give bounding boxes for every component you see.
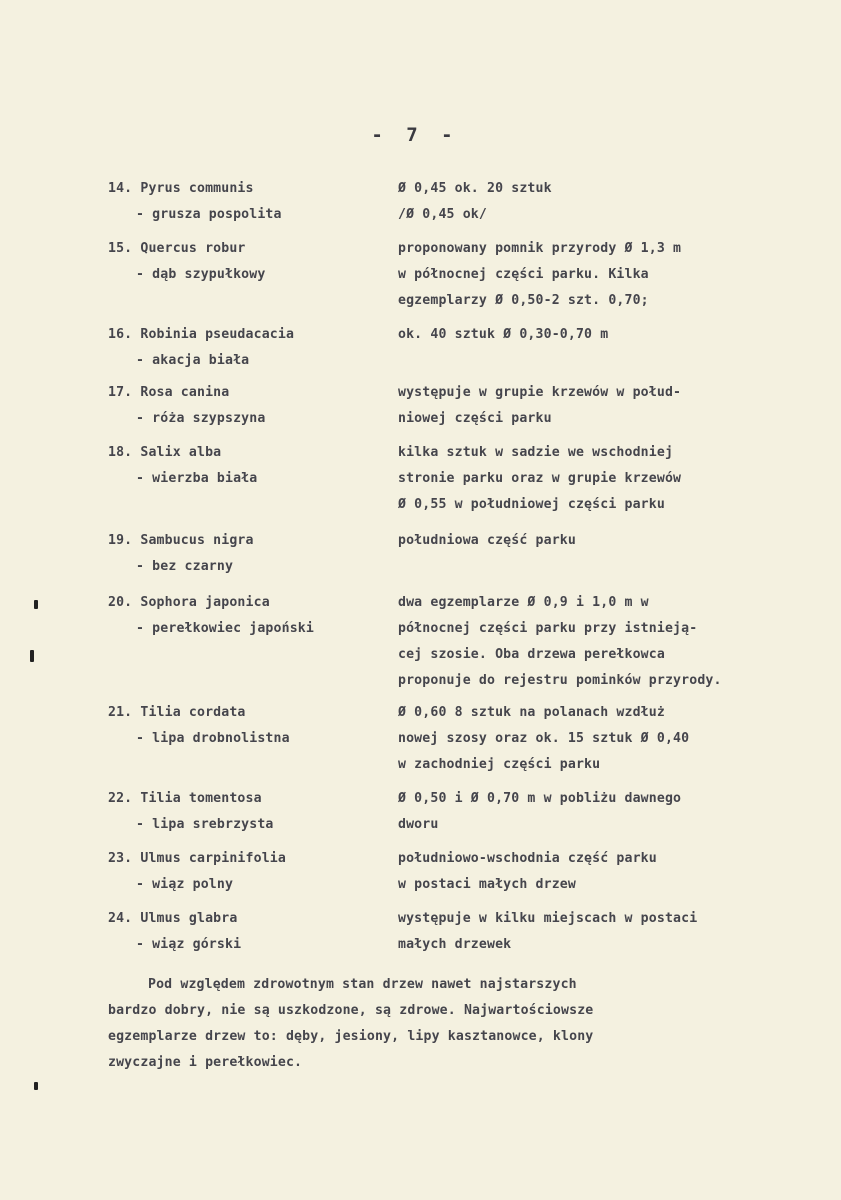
description-line: Ø 0,50 i Ø 0,70 m w pobliżu dawnego (398, 791, 682, 806)
species-name (108, 440, 388, 492)
species-name (108, 590, 388, 642)
species-description (398, 236, 818, 314)
summary-paragraph (108, 972, 808, 1076)
paragraph-line: bardzo dobry, nie są uszkodzone, są zdrowe. Najwartościowsze (108, 1003, 594, 1018)
description-line: północnej części parku przy istnieją- (398, 621, 698, 636)
species-name (108, 786, 388, 838)
latin-name: 20. Sophora japonica (108, 595, 270, 610)
species-description (398, 700, 818, 778)
description-line: cej szosie. Oba drzewa perełkowca (398, 647, 665, 662)
description-line: nowej szosy oraz ok. 15 sztuk Ø 0,40 (398, 731, 690, 746)
species-description (398, 380, 818, 432)
species-name (108, 528, 388, 580)
latin-name: 15. Quercus robur (108, 241, 246, 256)
species-description (398, 440, 818, 518)
description-line: południowo-wschodnia część parku (398, 851, 657, 866)
margin-mark (30, 650, 34, 662)
latin-name: 18. Salix alba (108, 445, 222, 460)
polish-name: - wiąz górski (136, 937, 242, 952)
polish-name: - dąb szypułkowy (136, 267, 266, 282)
latin-name: 19. Sambucus nigra (108, 533, 254, 548)
description-line: w zachodniej części parku (398, 757, 601, 772)
description-line: proponuje do rejestru pominków przyrody. (398, 673, 722, 688)
description-line: Ø 0,60 8 sztuk na polanach wzdłuż (398, 705, 665, 720)
description-line: kilka sztuk w sadzie we wschodniej (398, 445, 674, 460)
latin-name: 22. Tilia tomentosa (108, 791, 262, 806)
polish-name: - lipa srebrzysta (136, 817, 274, 832)
species-description (398, 176, 818, 228)
description-line: w postaci małych drzew (398, 877, 576, 892)
polish-name: - róża szypszyna (136, 411, 266, 426)
latin-name: 14. Pyrus communis (108, 181, 254, 196)
species-description (398, 906, 818, 958)
description-line: Ø 0,45 ok. 20 sztuk (398, 181, 552, 196)
species-name (108, 322, 388, 374)
latin-name: 16. Robinia pseudacacia (108, 327, 295, 342)
species-name (108, 236, 388, 288)
polish-name: - wiąz polny (136, 877, 234, 892)
description-line: w północnej części parku. Kilka (398, 267, 649, 282)
description-line: dwa egzemplarze Ø 0,9 i 1,0 m w (398, 595, 649, 610)
description-line: stronie parku oraz w grupie krzewów (398, 471, 682, 486)
polish-name: - akacja biała (136, 353, 250, 368)
description-line: proponowany pomnik przyrody Ø 1,3 m (398, 241, 682, 256)
species-name (108, 906, 388, 958)
description-line: dworu (398, 817, 439, 832)
page-number: - 7 - (371, 124, 459, 146)
species-name (108, 380, 388, 432)
species-description (398, 528, 818, 554)
description-line: małych drzewek (398, 937, 512, 952)
description-line: występuje w kilku miejscach w postaci (398, 911, 698, 926)
description-line: niowej części parku (398, 411, 552, 426)
latin-name: 24. Ulmus glabra (108, 911, 238, 926)
latin-name: 21. Tilia cordata (108, 705, 246, 720)
species-description (398, 786, 818, 838)
species-name (108, 176, 388, 228)
species-description (398, 846, 818, 898)
polish-name: - bez czarny (136, 559, 234, 574)
description-line: egzemplarzy Ø 0,50-2 szt. 0,70; (398, 293, 649, 308)
paragraph-line: zwyczajne i perełkowiec. (108, 1055, 303, 1070)
description-line: ok. 40 sztuk Ø 0,30-0,70 m (398, 327, 609, 342)
polish-name: - wierzba biała (136, 471, 258, 486)
latin-name: 17. Rosa canina (108, 385, 230, 400)
polish-name: - perełkowiec japoński (136, 621, 314, 636)
species-description (398, 322, 818, 348)
latin-name: 23. Ulmus carpinifolia (108, 851, 286, 866)
paragraph-line: Pod względem zdrowotnym stan drzew nawet najstarszych (148, 977, 577, 992)
paragraph-line: egzemplarze drzew to: dęby, jesiony, lipy kasztanowce, klony (108, 1029, 594, 1044)
description-line: południowa część parku (398, 533, 576, 548)
description-line: Ø 0,55 w południowej części parku (398, 497, 665, 512)
description-line: /Ø 0,45 ok/ (398, 207, 487, 222)
polish-name: - grusza pospolita (136, 207, 282, 222)
margin-mark (34, 600, 38, 609)
polish-name: - lipa drobnolistna (136, 731, 290, 746)
species-description (398, 590, 818, 694)
species-name (108, 700, 388, 752)
margin-mark (34, 1082, 38, 1090)
species-name (108, 846, 388, 898)
description-line: występuje w grupie krzewów w połud- (398, 385, 682, 400)
